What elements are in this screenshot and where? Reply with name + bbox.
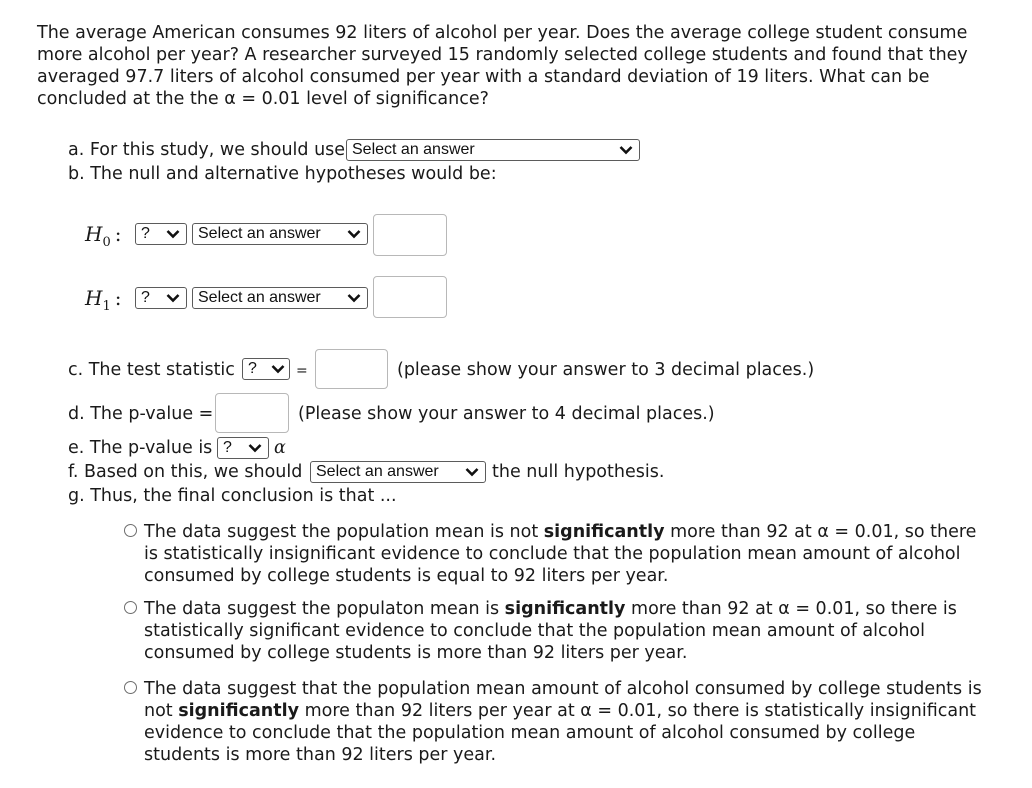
- test-statistic-input[interactable]: [315, 349, 388, 389]
- part-g-label: g. Thus, the final conclusion is that ...: [68, 486, 397, 506]
- study-type-select-value: Select an answer: [352, 141, 475, 158]
- decision-select[interactable]: [310, 461, 486, 483]
- h0-label: $H_0$ :: [85, 222, 122, 250]
- conclusion-option[interactable]: [124, 598, 984, 664]
- conclusion-option-text: The data suggest the populaton mean is significantly more than 92 at α = 0.01, so there is statistically significant evidence to conclude that the population mean amount of alcohol consumed by college students is more than 92 liters per year.: [144, 599, 957, 663]
- part-a-label: a. For this study, we should use: [68, 140, 346, 160]
- p-value-compare-select[interactable]: [217, 437, 269, 459]
- h1-operator-value: Select an answer: [198, 289, 321, 306]
- problem-text: The average American consumes 92 liters of alcohol per year. Does the average college student consume more alcohol per year? A researcher surveyed 15 randomly selected college students and found that they averaged 97.7 liters of alcohol consumed per year with a standard deviation of 19 liters. What can be concluded at the the α = 0.01 level of significance?: [37, 23, 968, 109]
- part-c-hint: (please show your answer to 3 decimal places.): [397, 360, 815, 380]
- h1-parameter-value: ?: [141, 289, 150, 306]
- part-b-label: b. The null and alternative hypotheses would be:: [68, 164, 497, 184]
- part-f-suffix: the null hypothesis.: [492, 462, 665, 482]
- part-e-label: e. The p-value is: [68, 438, 213, 458]
- chevron-down-icon: [347, 293, 361, 303]
- chevron-down-icon: [271, 364, 285, 374]
- equals-sign: =: [296, 363, 308, 379]
- test-statistic-select[interactable]: [242, 358, 290, 380]
- p-value-input[interactable]: [215, 393, 289, 433]
- h0-operator-select[interactable]: [192, 223, 368, 245]
- h0-parameter-select[interactable]: [135, 223, 187, 245]
- radio-button[interactable]: [124, 601, 137, 614]
- h0-operator-value: Select an answer: [198, 225, 321, 242]
- h0-parameter-value: ?: [141, 225, 150, 242]
- p-value-compare-value: ?: [223, 439, 232, 456]
- conclusion-option[interactable]: [124, 521, 984, 587]
- problem-statement: [37, 22, 997, 110]
- chevron-down-icon: [619, 145, 633, 155]
- part-d-hint: (Please show your answer to 4 decimal places.): [298, 404, 715, 424]
- h1-operator-select[interactable]: [192, 287, 368, 309]
- chevron-down-icon: [248, 443, 262, 453]
- test-statistic-select-value: ?: [248, 360, 257, 377]
- conclusion-option-text: The data suggest that the population mean amount of alcohol consumed by college students is not significantly more than 92 liters per year at α = 0.01, so there is statistically insignificant evidence to conclude that the population mean amount of alcohol consumed by college students is more than 92 liters per year.: [144, 679, 982, 765]
- h1-value-input[interactable]: [373, 276, 447, 318]
- h1-parameter-select[interactable]: [135, 287, 187, 309]
- conclusion-option-text: The data suggest the population mean is not significantly more than 92 at α = 0.01, so there is statistically insignificant evidence to conclude that the population mean amount of alcohol consumed by college students is equal to 92 liters per year.: [144, 522, 977, 586]
- part-c-label: c. The test statistic: [68, 360, 235, 380]
- h1-label: $H_1$ :: [85, 286, 122, 314]
- conclusion-option[interactable]: [124, 678, 984, 766]
- decision-select-value: Select an answer: [316, 463, 439, 480]
- alpha-symbol: α: [274, 438, 286, 458]
- h0-value-input[interactable]: [373, 214, 447, 256]
- radio-button[interactable]: [124, 524, 137, 537]
- part-d-label: d. The p-value =: [68, 404, 214, 424]
- chevron-down-icon: [166, 293, 180, 303]
- part-f-label: f. Based on this, we should: [68, 462, 303, 482]
- chevron-down-icon: [347, 229, 361, 239]
- study-type-select[interactable]: [346, 139, 640, 161]
- radio-button[interactable]: [124, 681, 137, 694]
- chevron-down-icon: [465, 467, 479, 477]
- chevron-down-icon: [166, 229, 180, 239]
